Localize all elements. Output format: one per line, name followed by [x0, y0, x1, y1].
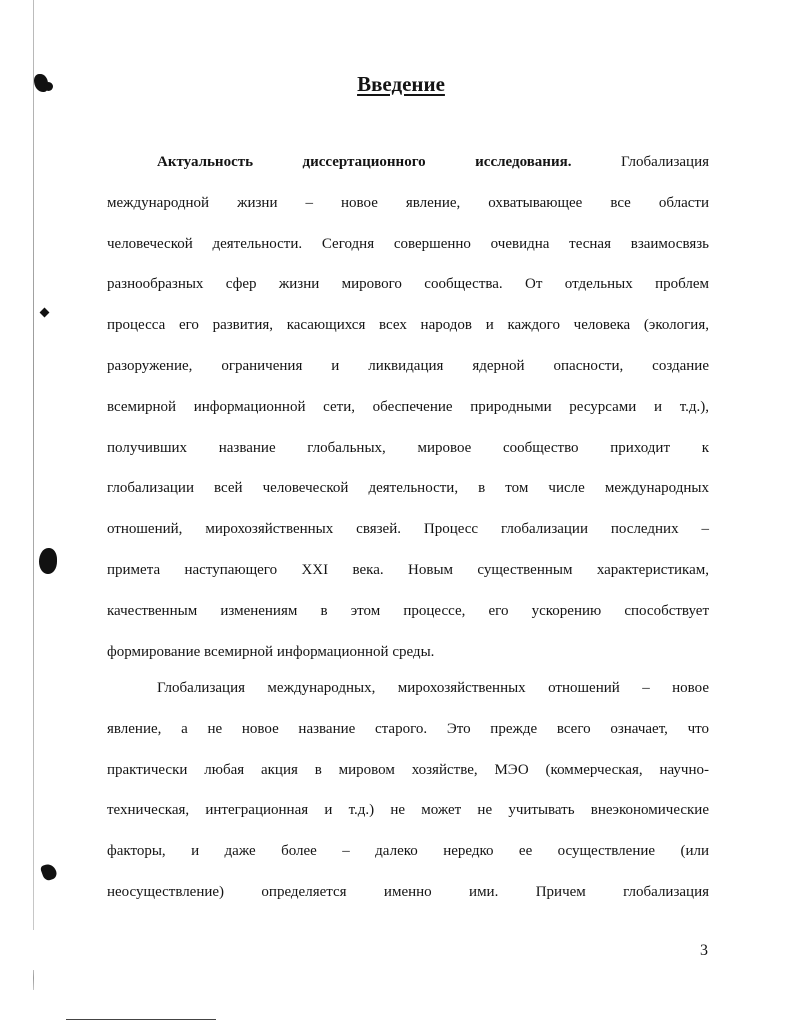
page-number: 3 — [700, 942, 708, 959]
paragraph-line-text: Глобализация — [571, 154, 709, 170]
paragraph-line: разнообразных сфер жизни мирового сообщества. От отдельных проблем — [107, 276, 709, 293]
paragraph-line: явление, а не новое название старого. Это прежде всего означает, что — [107, 720, 709, 737]
paragraph-line: формирование всемирной информационной среды. — [107, 643, 435, 660]
footnote-divider — [66, 1019, 216, 1020]
paragraph-1 — [107, 142, 709, 672]
scan-artifact-dot — [40, 308, 50, 318]
page-title-text: Введение — [357, 72, 445, 96]
paragraph-line: международной жизни – новое явление, охватывающее все области — [107, 194, 709, 211]
paragraph-line — [107, 142, 709, 183]
page-title — [0, 72, 794, 97]
paragraph-line: глобализации всей человеческой деятельности, в том числе международных — [107, 480, 709, 497]
paragraph-line: примета наступающего XXI века. Новым существенным характеристикам, — [107, 561, 709, 578]
paragraph-lead: Актуальность диссертационного исследования. — [157, 154, 572, 170]
scan-artifact-blot — [40, 862, 59, 882]
paragraph-line: Глобализация международных, мирохозяйственных отношений – новое — [157, 680, 709, 696]
paragraph-line: практически любая акция в мировом хозяйстве, МЭО (коммерческая, научно- — [107, 761, 709, 778]
paragraph-line: качественным изменениям в этом процессе, его ускорению способствует — [107, 602, 709, 619]
paragraph-line: факторы, и даже более – далеко нередко ее осуществление (или — [107, 843, 709, 860]
scan-edge-line-bottom — [33, 970, 34, 990]
paragraph-2 — [107, 668, 709, 913]
paragraph-line: всемирной информационной сети, обеспечение природными ресурсами и т.д.), — [107, 398, 709, 415]
scan-artifact-blot — [39, 548, 57, 574]
paragraph-line: разоружение, ограничения и ликвидация ядерной опасности, создание — [107, 357, 709, 374]
paragraph-line: процесса его развития, касающихся всех народов и каждого человека (экология, — [107, 317, 709, 334]
paragraph-line: человеческой деятельности. Сегодня совершенно очевидна тесная взаимосвязь — [107, 235, 709, 252]
paragraph-line: отношений, мирохозяйственных связей. Процесс глобализации последних – — [107, 521, 709, 538]
paragraph-line: получивших название глобальных, мировое сообщество приходит к — [107, 439, 709, 456]
paragraph-line: неосуществление) определяется именно ими. Причем глобализация — [107, 883, 709, 900]
scan-edge-line — [33, 0, 34, 930]
paragraph-line: техническая, интеграционная и т.д.) не может не учитывать внеэкономические — [107, 802, 709, 819]
